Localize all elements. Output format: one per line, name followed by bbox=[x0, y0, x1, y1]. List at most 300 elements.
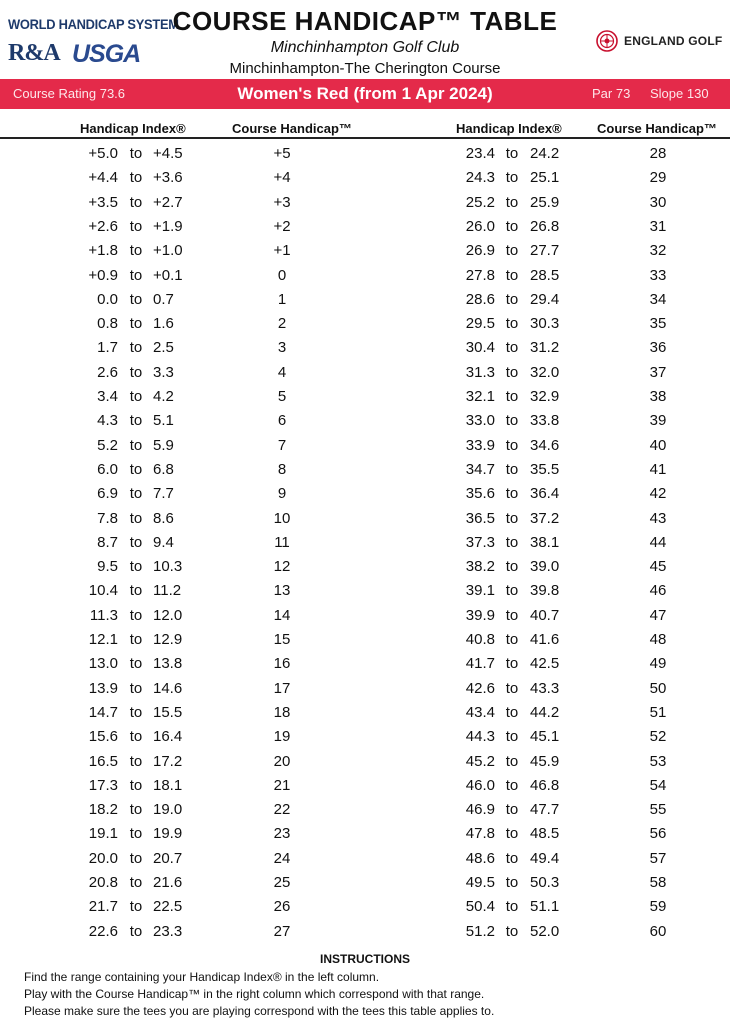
tee-banner bbox=[0, 79, 730, 109]
index-from: 33.0 bbox=[465, 412, 495, 430]
to-label: to bbox=[505, 266, 519, 284]
course-handicap-value: 36 bbox=[649, 339, 667, 357]
to-label: to bbox=[129, 242, 143, 260]
course-handicap-value: 41 bbox=[649, 460, 667, 478]
table-row bbox=[0, 627, 730, 651]
index-from: 31.3 bbox=[465, 363, 495, 381]
index-from: 8.7 bbox=[97, 533, 118, 551]
table-row bbox=[0, 457, 730, 481]
course-handicap-value: 52 bbox=[649, 728, 667, 746]
course-handicap-value: 24 bbox=[273, 849, 291, 867]
course-name: Minchinhampton-The Cherington Course bbox=[229, 60, 501, 77]
index-to: 42.5 bbox=[530, 655, 560, 673]
index-from: 49.5 bbox=[465, 874, 495, 891]
instruction-line: Please make sure the tees you are playing correspond with the tees this table applies to. bbox=[24, 1004, 495, 1018]
table-row bbox=[0, 870, 730, 894]
index-to: 25.9 bbox=[530, 193, 560, 211]
index-to: 32.9 bbox=[530, 388, 560, 405]
to-label: to bbox=[505, 315, 519, 333]
index-to: 1.6 bbox=[153, 315, 174, 333]
to-label: to bbox=[129, 339, 143, 357]
index-from: 35.6 bbox=[465, 485, 495, 503]
index-to: 10.3 bbox=[153, 558, 183, 576]
course-handicap-value: 26 bbox=[273, 898, 291, 916]
to-label: to bbox=[129, 703, 143, 721]
index-to: 37.2 bbox=[530, 509, 560, 527]
index-to: 18.1 bbox=[153, 776, 183, 794]
table-row bbox=[0, 919, 730, 943]
index-from: 39.1 bbox=[465, 582, 495, 600]
course-handicap-value: 38 bbox=[649, 388, 667, 405]
right-index-header: Handicap Index® bbox=[456, 121, 562, 136]
index-from: +5.0 bbox=[88, 145, 118, 162]
table-row bbox=[0, 530, 730, 554]
page-title: COURSE HANDICAP™ TABLE bbox=[172, 6, 558, 36]
instruction-line: Find the range containing your Handicap Index® in the left column. bbox=[24, 970, 380, 984]
index-to: 41.6 bbox=[530, 631, 560, 648]
instruction-line: Play with the Course Handicap™ in the right column which correspond with that range. bbox=[24, 987, 485, 1001]
course-handicap-value: 19 bbox=[273, 728, 291, 746]
to-label: to bbox=[129, 606, 143, 624]
index-to: 51.1 bbox=[530, 898, 560, 916]
index-from: 26.9 bbox=[465, 242, 495, 260]
course-handicap-value: 45 bbox=[649, 558, 667, 576]
index-from: 21.7 bbox=[88, 898, 118, 916]
index-to: 49.4 bbox=[530, 849, 560, 867]
handicap-table bbox=[0, 141, 730, 941]
course-handicap-value: 34 bbox=[649, 290, 667, 308]
index-from: 29.5 bbox=[465, 315, 495, 333]
to-label: to bbox=[129, 874, 143, 891]
table-row bbox=[0, 651, 730, 675]
table-row bbox=[0, 214, 730, 238]
usga-logo-text: USGA bbox=[72, 40, 141, 68]
index-from: 28.6 bbox=[465, 290, 495, 308]
to-label: to bbox=[505, 412, 519, 430]
par-value: Par 73 bbox=[592, 86, 631, 101]
course-handicap-value: 22 bbox=[273, 801, 291, 819]
index-from: 0.8 bbox=[97, 315, 118, 333]
to-label: to bbox=[129, 752, 143, 770]
left-index-header: Handicap Index® bbox=[80, 121, 186, 136]
index-from: 18.2 bbox=[88, 801, 118, 819]
index-to: 39.0 bbox=[530, 558, 560, 576]
course-handicap-value: 49 bbox=[649, 655, 667, 673]
to-label: to bbox=[505, 485, 519, 503]
header-divider bbox=[0, 137, 730, 139]
to-label: to bbox=[505, 145, 519, 162]
to-label: to bbox=[129, 485, 143, 503]
index-from: 34.7 bbox=[465, 460, 495, 478]
index-to: +1.9 bbox=[153, 217, 183, 235]
tee-name: Women's Red (from 1 Apr 2024) bbox=[237, 84, 493, 103]
index-to: 30.3 bbox=[530, 315, 560, 333]
index-from: 17.3 bbox=[88, 776, 118, 794]
index-from: 13.0 bbox=[88, 655, 118, 673]
to-label: to bbox=[129, 436, 143, 454]
index-to: 11.2 bbox=[153, 582, 182, 600]
course-handicap-value: 46 bbox=[649, 582, 667, 600]
index-from: 6.0 bbox=[97, 460, 118, 478]
index-from: +1.8 bbox=[88, 242, 118, 260]
to-label: to bbox=[505, 436, 519, 454]
course-handicap-value: +3 bbox=[273, 193, 291, 211]
course-handicap-value: 53 bbox=[649, 752, 667, 770]
index-to: 28.5 bbox=[530, 266, 560, 284]
table-row bbox=[0, 408, 730, 432]
index-from: 37.3 bbox=[465, 533, 495, 551]
index-from: 40.8 bbox=[465, 631, 495, 648]
to-label: to bbox=[129, 849, 143, 867]
course-handicap-value: 56 bbox=[649, 825, 667, 843]
table-row bbox=[0, 360, 730, 384]
table-row bbox=[0, 238, 730, 262]
index-to: 26.8 bbox=[530, 217, 560, 235]
index-to: 12.0 bbox=[153, 606, 183, 624]
course-handicap-value: 17 bbox=[273, 679, 291, 697]
course-handicap-value: 20 bbox=[273, 752, 291, 770]
course-handicap-value: 8 bbox=[277, 460, 287, 478]
to-label: to bbox=[505, 752, 519, 770]
course-handicap-value: +1 bbox=[273, 242, 291, 260]
index-from: +3.5 bbox=[88, 193, 118, 211]
course-handicap-value: +5 bbox=[273, 145, 291, 162]
index-from: 30.4 bbox=[465, 339, 495, 357]
course-handicap-value: 58 bbox=[649, 874, 667, 891]
index-to: 19.9 bbox=[153, 825, 183, 843]
table-row bbox=[0, 311, 730, 335]
index-from: +2.6 bbox=[88, 217, 118, 235]
to-label: to bbox=[129, 776, 143, 794]
course-handicap-value: 44 bbox=[649, 533, 667, 551]
to-label: to bbox=[505, 606, 519, 624]
index-from: 26.0 bbox=[465, 217, 495, 235]
course-handicap-value: 5 bbox=[277, 388, 287, 405]
index-from: 43.4 bbox=[465, 703, 495, 721]
table-row bbox=[0, 433, 730, 457]
index-to: 43.3 bbox=[530, 679, 560, 697]
to-label: to bbox=[129, 922, 143, 940]
index-to: 5.9 bbox=[153, 436, 174, 454]
to-label: to bbox=[129, 825, 143, 843]
to-label: to bbox=[129, 145, 143, 162]
index-to: 52.0 bbox=[530, 922, 560, 940]
to-label: to bbox=[129, 290, 143, 308]
to-label: to bbox=[129, 412, 143, 430]
to-label: to bbox=[505, 242, 519, 260]
to-label: to bbox=[505, 339, 519, 357]
to-label: to bbox=[505, 582, 519, 600]
index-to: 44.2 bbox=[530, 703, 560, 721]
course-handicap-value: 42 bbox=[649, 485, 667, 503]
table-row bbox=[0, 724, 730, 748]
index-to: 12.9 bbox=[153, 631, 183, 648]
index-from: 32.1 bbox=[465, 388, 495, 405]
course-handicap-value: 51 bbox=[649, 703, 667, 721]
index-to: 27.7 bbox=[530, 242, 560, 260]
table-row bbox=[0, 384, 730, 408]
to-label: to bbox=[129, 217, 143, 235]
to-label: to bbox=[505, 193, 519, 211]
index-from: 42.6 bbox=[465, 679, 495, 697]
to-label: to bbox=[129, 801, 143, 819]
table-row bbox=[0, 603, 730, 627]
index-from: 48.6 bbox=[465, 849, 495, 867]
index-from: 36.5 bbox=[465, 509, 495, 527]
course-handicap-value: 43 bbox=[649, 509, 667, 527]
course-handicap-value: 11 bbox=[274, 533, 290, 551]
index-to: 5.1 bbox=[153, 412, 174, 430]
table-row bbox=[0, 749, 730, 773]
index-to: 13.8 bbox=[153, 655, 183, 673]
course-handicap-value: +4 bbox=[273, 169, 291, 187]
slope-value: Slope 130 bbox=[650, 86, 709, 101]
to-label: to bbox=[505, 776, 519, 794]
table-row bbox=[0, 165, 730, 189]
course-handicap-value: 4 bbox=[277, 363, 287, 381]
course-handicap-value: 29 bbox=[649, 169, 667, 187]
index-from: 20.8 bbox=[88, 874, 118, 891]
table-row bbox=[0, 335, 730, 359]
table-row bbox=[0, 481, 730, 505]
to-label: to bbox=[129, 509, 143, 527]
course-handicap-value: 33 bbox=[649, 266, 667, 284]
course-handicap-value: 31 bbox=[649, 217, 667, 235]
to-label: to bbox=[129, 558, 143, 576]
to-label: to bbox=[505, 509, 519, 527]
to-label: to bbox=[505, 922, 519, 940]
course-handicap-value: 50 bbox=[649, 679, 667, 697]
index-from: 33.9 bbox=[465, 436, 495, 454]
index-from: 2.6 bbox=[97, 363, 118, 381]
index-to: 3.3 bbox=[153, 363, 174, 381]
course-handicap-value: 54 bbox=[649, 776, 667, 794]
course-handicap-value: 6 bbox=[277, 412, 287, 430]
to-label: to bbox=[129, 679, 143, 697]
table-row bbox=[0, 554, 730, 578]
index-from: 6.9 bbox=[97, 485, 118, 503]
index-to: 33.8 bbox=[530, 412, 560, 430]
to-label: to bbox=[505, 169, 519, 187]
index-to: 32.0 bbox=[530, 363, 560, 381]
to-label: to bbox=[505, 825, 519, 843]
course-handicap-value: 27 bbox=[273, 922, 291, 940]
table-row bbox=[0, 821, 730, 845]
to-label: to bbox=[505, 898, 519, 916]
to-label: to bbox=[505, 558, 519, 576]
table-row bbox=[0, 894, 730, 918]
table-row bbox=[0, 578, 730, 602]
to-label: to bbox=[505, 631, 519, 648]
index-from: 0.0 bbox=[97, 290, 118, 308]
index-from: 19.1 bbox=[88, 825, 118, 843]
table-row bbox=[0, 700, 730, 724]
index-from: 50.4 bbox=[465, 898, 495, 916]
index-to: +2.7 bbox=[153, 193, 183, 211]
index-to: 0.7 bbox=[153, 290, 174, 308]
index-to: 29.4 bbox=[530, 290, 560, 308]
course-handicap-value: 21 bbox=[273, 776, 291, 794]
index-to: 20.7 bbox=[153, 849, 183, 867]
index-to: 8.6 bbox=[153, 509, 174, 527]
index-to: 39.8 bbox=[530, 582, 560, 600]
index-from: 13.9 bbox=[88, 679, 118, 697]
to-label: to bbox=[129, 388, 143, 405]
index-from: +4.4 bbox=[88, 169, 118, 187]
course-handicap-value: 23 bbox=[273, 825, 291, 843]
course-handicap-value: 1 bbox=[277, 290, 287, 308]
table-row bbox=[0, 797, 730, 821]
to-label: to bbox=[129, 363, 143, 381]
index-to: 23.3 bbox=[153, 922, 183, 940]
index-from: 12.1 bbox=[88, 631, 118, 648]
index-from: 25.2 bbox=[465, 193, 495, 211]
course-handicap-value: 25 bbox=[273, 874, 291, 891]
index-from: 11.3 bbox=[89, 606, 118, 624]
index-to: 22.5 bbox=[153, 898, 183, 916]
course-rating: Course Rating 73.6 bbox=[13, 86, 126, 101]
to-label: to bbox=[129, 728, 143, 746]
index-from: 38.2 bbox=[465, 558, 495, 576]
index-from: 7.8 bbox=[97, 509, 118, 527]
index-from: 20.0 bbox=[88, 849, 118, 867]
to-label: to bbox=[505, 217, 519, 235]
index-to: 19.0 bbox=[153, 801, 183, 819]
course-handicap-value: 57 bbox=[649, 849, 667, 867]
index-from: +0.9 bbox=[88, 266, 118, 284]
to-label: to bbox=[129, 460, 143, 478]
index-from: 39.9 bbox=[465, 606, 495, 624]
index-from: 1.7 bbox=[97, 339, 118, 357]
course-handicap-value: +2 bbox=[273, 217, 291, 235]
to-label: to bbox=[505, 703, 519, 721]
index-to: 45.1 bbox=[530, 728, 560, 746]
to-label: to bbox=[505, 655, 519, 673]
to-label: to bbox=[505, 679, 519, 697]
index-to: 36.4 bbox=[530, 485, 560, 503]
index-from: 24.3 bbox=[465, 169, 495, 187]
table-row bbox=[0, 846, 730, 870]
index-from: 4.3 bbox=[97, 412, 118, 430]
index-to: 14.6 bbox=[153, 679, 183, 697]
table-row bbox=[0, 141, 730, 165]
to-label: to bbox=[129, 582, 143, 600]
index-from: 23.4 bbox=[465, 145, 495, 162]
index-to: 38.1 bbox=[530, 533, 560, 551]
index-from: 46.9 bbox=[465, 801, 495, 819]
index-to: 7.7 bbox=[153, 485, 174, 503]
index-to: 4.2 bbox=[153, 388, 174, 405]
to-label: to bbox=[129, 533, 143, 551]
index-from: 51.2 bbox=[465, 922, 495, 940]
course-handicap-value: 18 bbox=[273, 703, 291, 721]
england-golf-text: ENGLAND GOLF bbox=[624, 34, 723, 48]
table-row bbox=[0, 263, 730, 287]
table-row bbox=[0, 190, 730, 214]
table-row bbox=[0, 287, 730, 311]
index-from: 22.6 bbox=[88, 922, 118, 940]
course-handicap-value: 15 bbox=[273, 631, 291, 648]
course-handicap-value: 55 bbox=[649, 801, 667, 819]
table-row bbox=[0, 506, 730, 530]
course-handicap-value: 30 bbox=[649, 193, 667, 211]
to-label: to bbox=[129, 315, 143, 333]
index-from: 27.8 bbox=[465, 266, 495, 284]
index-from: 16.5 bbox=[88, 752, 118, 770]
index-from: 10.4 bbox=[88, 582, 118, 600]
index-to: 16.4 bbox=[153, 728, 183, 746]
course-handicap-value: 37 bbox=[649, 363, 667, 381]
index-from: 9.5 bbox=[97, 558, 118, 576]
course-handicap-value: 16 bbox=[273, 655, 291, 673]
to-label: to bbox=[505, 460, 519, 478]
to-label: to bbox=[505, 290, 519, 308]
index-to: 21.6 bbox=[153, 874, 183, 891]
index-from: 47.8 bbox=[465, 825, 495, 843]
index-to: 45.9 bbox=[530, 752, 560, 770]
index-to: 9.4 bbox=[153, 533, 174, 551]
table-row bbox=[0, 676, 730, 700]
instructions-title: INSTRUCTIONS bbox=[320, 952, 410, 966]
to-label: to bbox=[505, 874, 519, 891]
course-handicap-value: 13 bbox=[273, 582, 291, 600]
course-handicap-value: 47 bbox=[649, 606, 667, 624]
course-handicap-value: 14 bbox=[273, 606, 291, 624]
to-label: to bbox=[129, 169, 143, 187]
index-from: 15.6 bbox=[88, 728, 118, 746]
index-to: 6.8 bbox=[153, 460, 174, 478]
index-to: 15.5 bbox=[153, 703, 183, 721]
course-handicap-value: 9 bbox=[277, 485, 287, 503]
index-to: 34.6 bbox=[530, 436, 560, 454]
r-and-a-logo: R&A bbox=[8, 40, 60, 66]
index-to: 46.8 bbox=[530, 776, 560, 794]
index-to: 48.5 bbox=[530, 825, 560, 843]
course-handicap-value: 32 bbox=[649, 242, 667, 260]
index-from: 3.4 bbox=[97, 388, 118, 405]
index-from: 41.7 bbox=[465, 655, 495, 673]
right-course-handicap-header: Course Handicap™ bbox=[597, 121, 717, 136]
course-handicap-value: 40 bbox=[649, 436, 667, 454]
index-to: 31.2 bbox=[530, 339, 560, 357]
index-to: 2.5 bbox=[153, 339, 174, 357]
course-handicap-value: 10 bbox=[273, 509, 291, 527]
to-label: to bbox=[505, 533, 519, 551]
index-to: 25.1 bbox=[530, 169, 560, 187]
index-to: +1.0 bbox=[153, 242, 183, 260]
index-to: +0.1 bbox=[153, 266, 183, 284]
course-handicap-value: 48 bbox=[649, 631, 667, 648]
left-course-handicap-header: Course Handicap™ bbox=[232, 121, 352, 136]
table-row bbox=[0, 773, 730, 797]
index-to: +3.6 bbox=[153, 169, 183, 187]
to-label: to bbox=[505, 728, 519, 746]
index-to: 50.3 bbox=[530, 874, 560, 891]
index-from: 5.2 bbox=[97, 436, 118, 454]
to-label: to bbox=[129, 266, 143, 284]
index-to: 47.7 bbox=[530, 801, 560, 819]
world-handicap-system-logo: WORLD HANDICAP SYSTEM bbox=[8, 16, 179, 32]
club-name: Minchinhampton Golf Club bbox=[270, 39, 460, 56]
index-to: 40.7 bbox=[530, 606, 560, 624]
to-label: to bbox=[505, 388, 519, 405]
index-from: 46.0 bbox=[465, 776, 495, 794]
course-handicap-value: 59 bbox=[649, 898, 667, 916]
index-from: 44.3 bbox=[465, 728, 495, 746]
to-label: to bbox=[129, 655, 143, 673]
to-label: to bbox=[129, 631, 143, 648]
course-handicap-value: 2 bbox=[277, 315, 287, 333]
